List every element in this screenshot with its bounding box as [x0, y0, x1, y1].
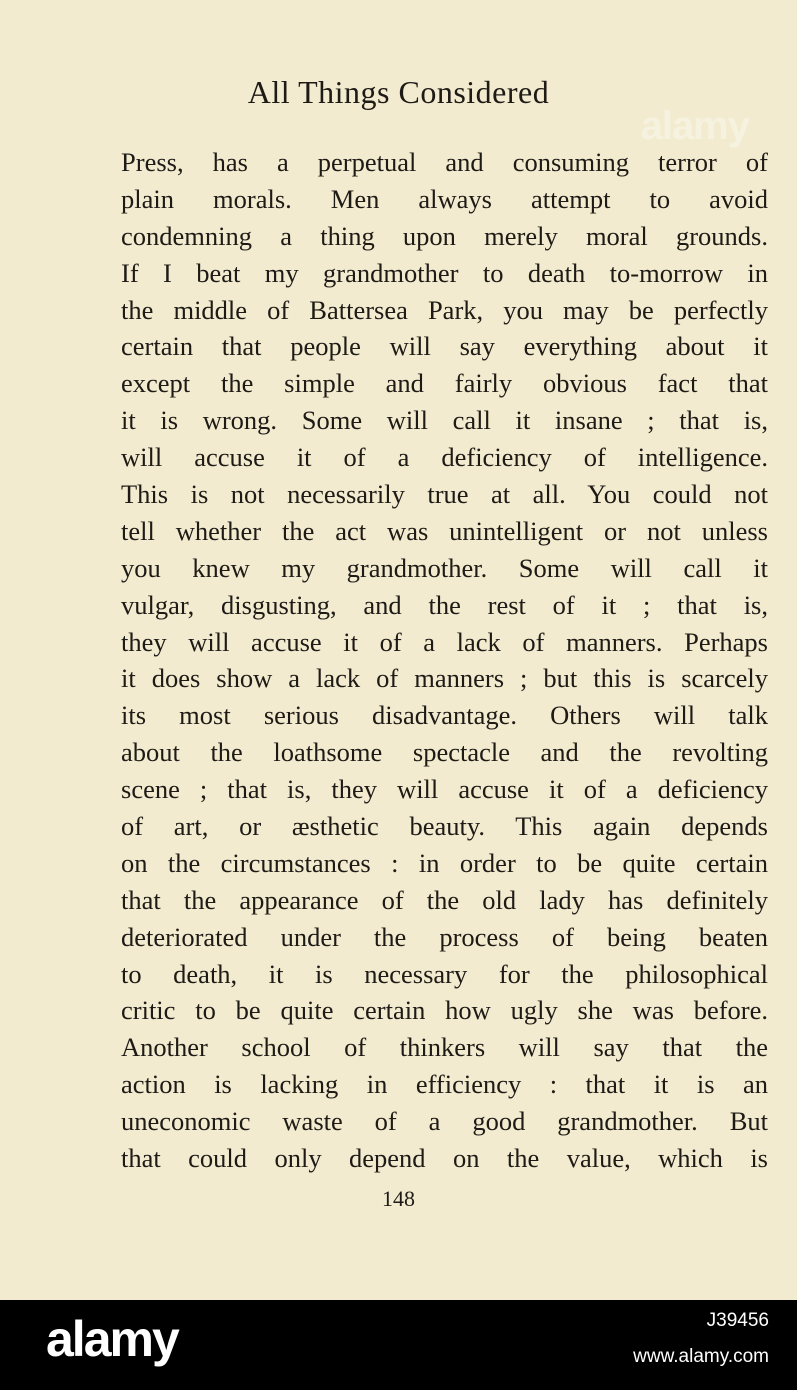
text-line: it is wrong. Some will call it insane ; that is, [121, 405, 768, 436]
text-line: certain that people will say everything about it [121, 331, 768, 362]
text-line: If I beat my grandmother to death to-morrow in [121, 257, 768, 288]
text-line: deteriorated under the process of being beaten [121, 921, 768, 952]
footer-url: www.alamy.com [633, 1346, 769, 1367]
text-line: Press, has a perpetual and consuming terror of [121, 147, 768, 177]
alamy-logo: alamy [46, 1311, 178, 1367]
text-line: plain morals. Men always attempt to avoid [121, 183, 768, 214]
text-line: on the circumstances : in order to be quite certain [121, 847, 768, 878]
text-line: that the appearance of the old lady has definitely [121, 884, 768, 915]
text-line: the middle of Battersea Park, you may be perfectly [121, 294, 768, 325]
text-line: critic to be quite certain how ugly she was before. [121, 995, 768, 1026]
text-line: condemning a thing upon merely moral grounds. [121, 220, 768, 251]
stock-photo-footer [0, 1300, 797, 1390]
image-id: J39456 [706, 1310, 769, 1331]
text-line: about the loathsome spectacle and the revolting [121, 737, 768, 768]
text-line: to death, it is necessary for the philosophical [121, 958, 768, 989]
text-line: action is lacking in efficiency : that it is an [121, 1069, 768, 1100]
text-line: This is not necessarily true at all. You could not [121, 479, 768, 510]
body-text [121, 144, 768, 1177]
text-line: tell whether the act was unintelligent or not unless [121, 515, 768, 546]
text-line: you knew my grandmother. Some will call it [121, 552, 768, 583]
text-line: vulgar, disgusting, and the rest of it ; that is, [121, 589, 768, 620]
text-line: scene ; that is, they will accuse it of a deficiency [121, 774, 768, 805]
text-line: they will accuse it of a lack of manners. Perhaps [121, 626, 768, 657]
text-line: Another school of thinkers will say that the [121, 1032, 768, 1063]
text-line: that could only depend on the value, which is [121, 1143, 768, 1174]
text-line: uneconomic waste of a good grandmother. But [121, 1106, 768, 1137]
running-head: All Things Considered [247, 74, 550, 110]
text-line: of art, or æsthetic beauty. This again depends [121, 811, 768, 842]
text-line: will accuse it of a deficiency of intelligence. [121, 442, 768, 473]
watermark: alamy [640, 104, 749, 148]
text-line: it does show a lack of manners ; but this is scarcely [121, 663, 768, 694]
page-number: 148 [382, 1186, 415, 1211]
text-line: except the simple and fairly obvious fact that [121, 368, 768, 399]
text-line: its most serious disadvantage. Others will talk [121, 700, 768, 731]
